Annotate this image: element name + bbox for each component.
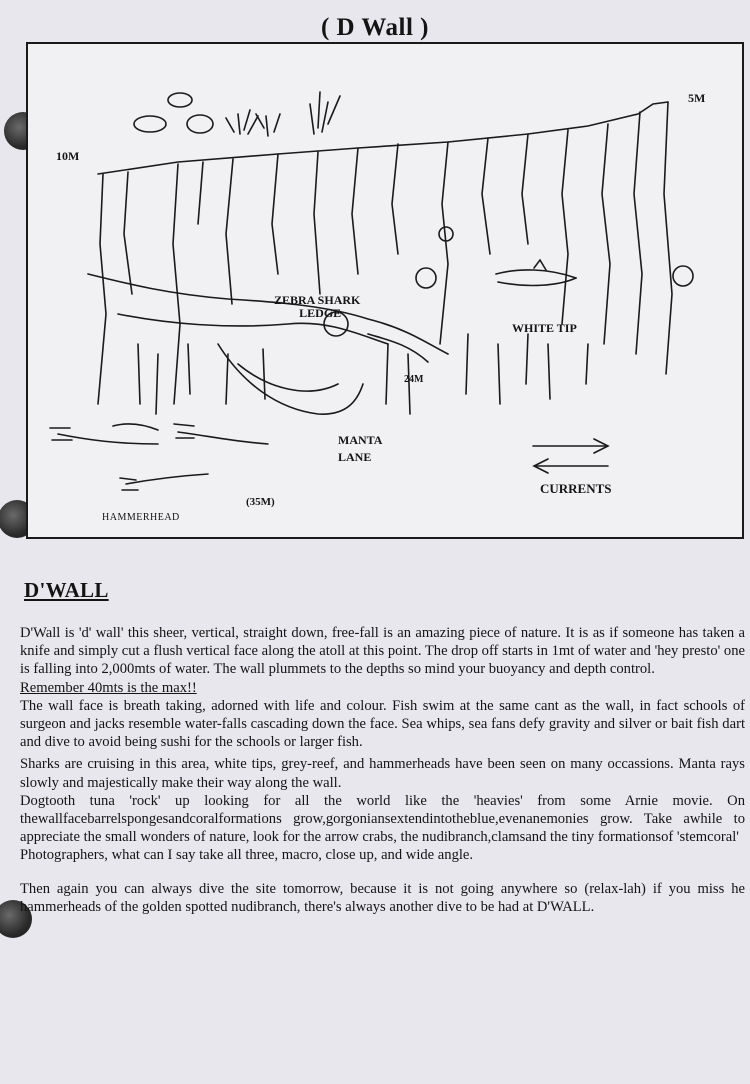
dive-site-map [26, 42, 744, 539]
page-title: ( D Wall ) [320, 14, 429, 41]
paragraph-wall-face: The wall face is breath taking, adorned with life and colour. Fish swim at the same cant as the wall, in fact schools of surgeon and jacks resemble water-falls cascading down the face. Sea whips, sea fans defy gravity and silver or bait fish dart and dive to avoid being sushi for the schools or larger fish. [20, 697, 745, 751]
paragraph-closing: Then again you can always dive the site tomorrow, because it is not going anywhere so (relax-lah) if you miss he hammerheads of the golden spotted nudibranch, there's always another dive to be had at D'WALL. [20, 880, 745, 915]
paragraph-remember: Remember 40mts is the max!! [20, 679, 197, 696]
section-heading: D'WALL [24, 578, 109, 602]
depth-label-24m: 24M [404, 374, 424, 385]
paragraph-dogtooth: Dogtooth tuna 'rock' up looking for all the world like the 'heavies' from some Arnie movie. On thewallfacebarrelspongesandcoralformations grow,gorgoniansextendintotheblue,evenanemonies grow. Take awhile to appreciate the small wonders of nature, look for the arrow crabs, the nudibranch,clamsand the tiny formationsof 'stemcoral' [20, 792, 745, 846]
depth-label-5m: 5M [688, 91, 706, 105]
currents-label: CURRENTS [540, 481, 612, 496]
manta-lane-label: MANTA LANE [338, 433, 383, 465]
zebra-shark-ledge-label: ZEBRA SHARK LEDGE [274, 293, 361, 321]
paragraph-photographers: Photographers, what can I say take all three, macro, close up, and wide angle. [20, 847, 474, 864]
depth-label-35m: (35M) [246, 496, 275, 508]
white-tip-label: WHITE TIP [512, 321, 577, 335]
depth-label-10m: 10M [56, 149, 80, 163]
paragraph-sharks: Sharks are cruising in this area, white tips, grey-reef, and hammerheads have been seen on many occassions. Manta rays slowly and majestically make their way along the wall. [20, 756, 745, 791]
article-body [20, 624, 745, 916]
hammerhead-label: HAMMERHEAD [102, 512, 180, 523]
wall-illustration [28, 44, 742, 537]
paragraph-intro: D'Wall is 'd' wall' this sheer, vertical, straight down, free-fall is an amazing piece of nature. It is as if someone has taken a knife and simply cut a flush vertical face along the atoll at this point. The drop off starts in 1mt of water and 'hey presto' one is falling into 2,000mts of water. The wall plummets to the depths so mind your buoyancy and depth control. [20, 625, 745, 678]
